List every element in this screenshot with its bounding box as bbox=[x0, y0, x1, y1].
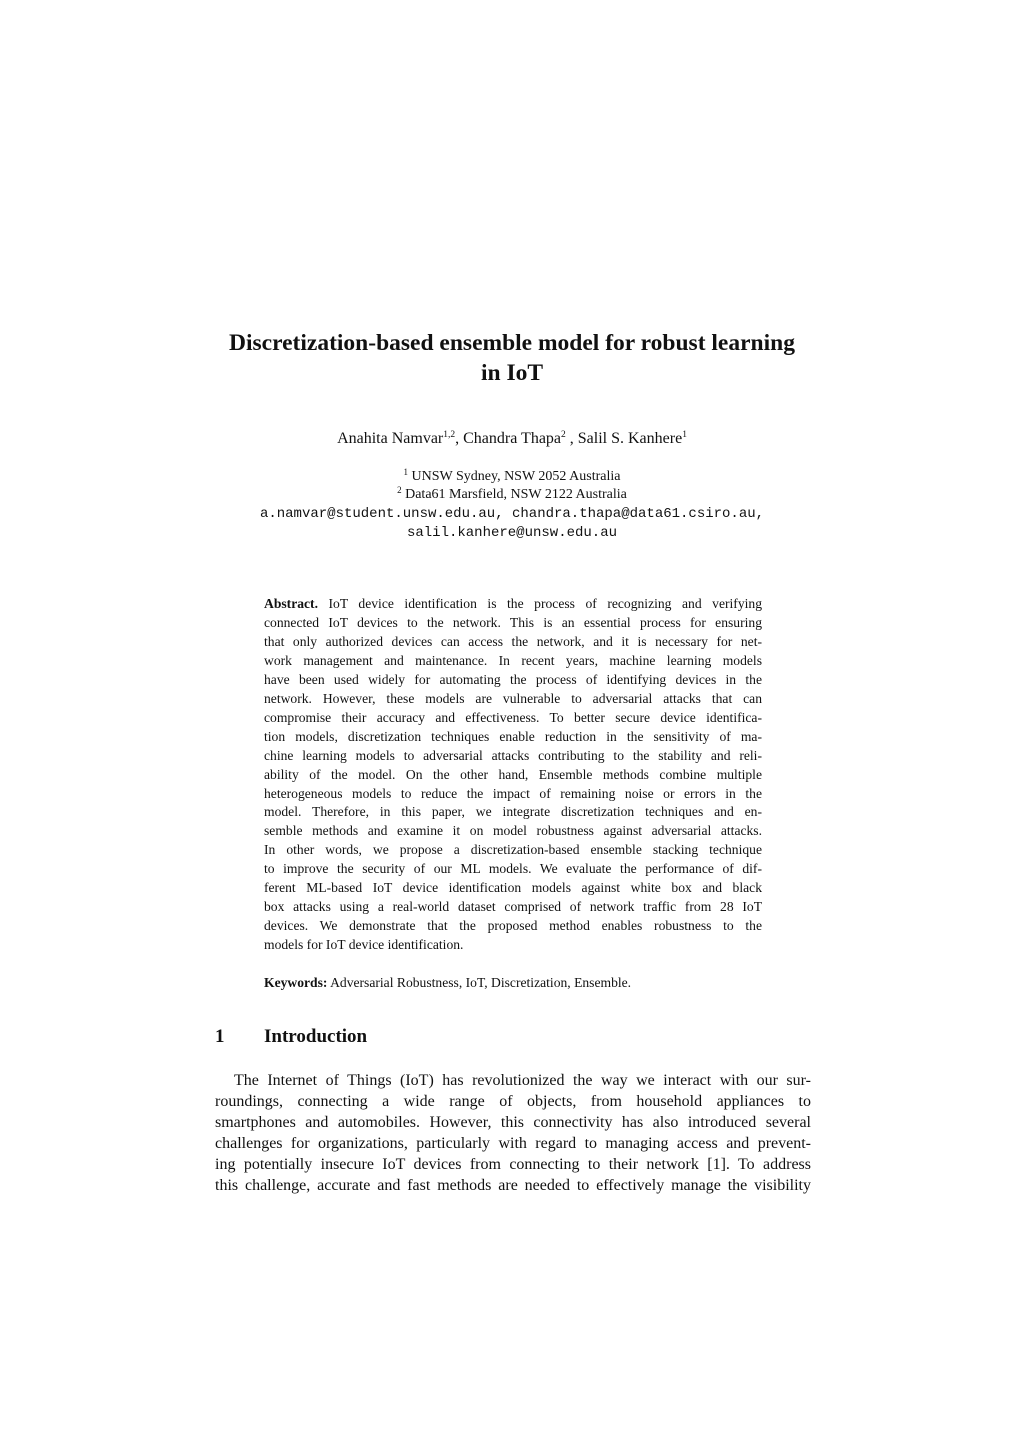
abstract-line: that only authorized devices can access the network, and it is necessary for net- bbox=[264, 633, 762, 649]
abstract-line: to improve the security of our ML models. We evaluate the performance of dif- bbox=[264, 861, 762, 877]
keywords-text: Adversarial Robustness, IoT, Discretization, Ensemble. bbox=[327, 975, 632, 990]
affiliation-mark: 1 bbox=[403, 467, 409, 477]
section-title: Introduction bbox=[264, 1026, 368, 1047]
intro-line: ing potentially insecure IoT devices from connecting to their network [1]. To address bbox=[215, 1156, 811, 1173]
section-number: 1 bbox=[215, 1026, 225, 1047]
abstract-label: Abstract. bbox=[264, 596, 318, 611]
author-name: Salil S. Kanhere bbox=[577, 430, 683, 447]
affiliation-text: UNSW Sydney, NSW 2052 Australia bbox=[411, 469, 621, 484]
title-line: in IoT bbox=[480, 360, 544, 386]
intro-line: roundings, connecting a wide range of objects, from household appliances to bbox=[215, 1093, 811, 1110]
author-separator: , bbox=[565, 430, 578, 447]
keywords bbox=[264, 974, 762, 992]
abstract-line: devices. We demonstrate that the proposed method enables robustness to the bbox=[264, 918, 762, 934]
intro-line: challenges for organizations, particularly with regard to managing access and prevent- bbox=[215, 1135, 811, 1152]
email-line: salil.kanhere@unsw.edu.au bbox=[406, 525, 618, 541]
abstract-line bbox=[264, 595, 762, 614]
abstract-line: chine learning models to adversarial attacks contributing to the stability and reli- bbox=[264, 747, 762, 763]
author-affiliation-mark: 1 bbox=[682, 430, 687, 440]
abstract-line: ability of the model. On the other hand, Ensemble methods combine multiple bbox=[264, 766, 762, 782]
intro-line: The Internet of Things (IoT) has revolutionized the way we interact with our sur- bbox=[234, 1072, 811, 1089]
abstract-line: models for IoT device identification. bbox=[264, 937, 464, 953]
abstract-line-text: IoT device identification is the process of recognizing and verifying bbox=[317, 596, 762, 611]
email-list bbox=[130, 505, 894, 543]
email-line: a.namvar@student.unsw.edu.au, chandra.thapa@data61.csiro.au, bbox=[259, 506, 765, 522]
abstract-line: network. However, these models are vulnerable to adversarial attacks that can bbox=[264, 690, 762, 706]
abstract-line: box attacks using a real-world dataset comprised of network traffic from 28 IoT bbox=[264, 899, 762, 915]
title-line: Discretization-based ensemble model for robust learning bbox=[229, 330, 795, 356]
abstract bbox=[264, 595, 762, 955]
affiliation-mark: 2 bbox=[397, 485, 402, 495]
abstract-line: model. Therefore, in this paper, we integrate discretization techniques and en- bbox=[264, 804, 762, 820]
author-name: Chandra Thapa bbox=[463, 430, 562, 447]
affiliation-line bbox=[150, 486, 874, 504]
abstract-line: heterogeneous models to reduce the impact of remaining noise or errors in the bbox=[264, 785, 762, 801]
abstract-line: connected IoT devices to the network. This is an essential process for ensuring bbox=[264, 614, 762, 630]
author-affiliation-mark: 2 bbox=[561, 430, 566, 440]
abstract-line: have been used widely for automating the process of identifying devices in the bbox=[264, 671, 762, 687]
paper-title bbox=[150, 328, 874, 388]
author-name: Anahita Namvar bbox=[337, 430, 444, 447]
affiliation-text: Data61 Marsfield, NSW 2122 Australia bbox=[405, 487, 627, 502]
author-list bbox=[150, 428, 874, 450]
abstract-line: In other words, we propose a discretization-based ensemble stacking technique bbox=[264, 842, 762, 858]
affiliation-list bbox=[150, 468, 874, 504]
abstract-line: tion models, discretization techniques enable reduction in the sensitivity of ma- bbox=[264, 728, 762, 744]
keywords-label: Keywords: bbox=[264, 975, 328, 990]
intro-line: this challenge, accurate and fast methods are needed to effectively manage the visibility bbox=[215, 1177, 811, 1194]
author-separator: , bbox=[455, 430, 464, 447]
abstract-line: work management and maintenance. In recent years, machine learning models bbox=[264, 652, 762, 668]
intro-paragraph bbox=[215, 1070, 811, 1196]
abstract-line: compromise their accuracy and effectiveness. To better secure device identifica- bbox=[264, 709, 762, 725]
author-affiliation-mark: 1,2 bbox=[443, 430, 456, 440]
section-heading bbox=[215, 1025, 367, 1049]
affiliation-line bbox=[150, 468, 874, 486]
intro-line: smartphones and automobiles. However, this connectivity has also introduced several bbox=[215, 1114, 811, 1131]
abstract-line: semble methods and examine it on model robustness against adversarial attacks. bbox=[264, 823, 762, 839]
abstract-line: ferent ML-based IoT device identification models against white box and black bbox=[264, 880, 762, 896]
